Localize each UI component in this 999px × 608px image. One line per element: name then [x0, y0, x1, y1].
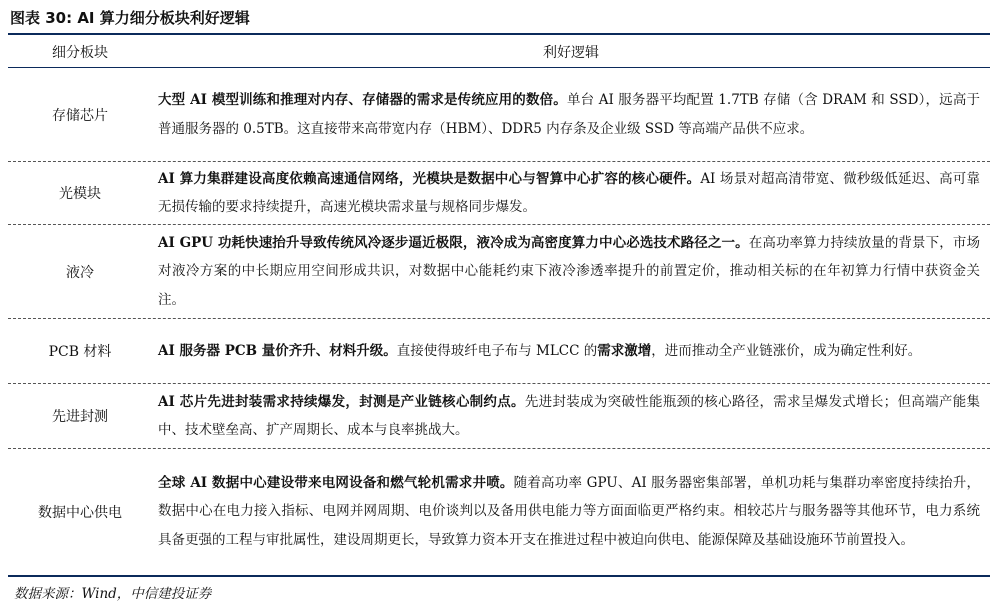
row-logic — [152, 384, 990, 448]
row-category: 液冷 — [66, 264, 94, 281]
row-logic-bold: AI 芯片先进封装需求持续爆发，封测是产业链核心制约点。 — [158, 393, 525, 410]
row-logic-body: 先进封装成为突破性能瓶颈的核心路径，需求呈爆发式增长；但高端产能集中、技术壁垒高、扩产周期长、成本与良率挑战大。 — [158, 393, 980, 438]
table-row — [8, 68, 990, 161]
table-row — [8, 319, 990, 383]
row-category: 先进封测 — [52, 409, 108, 425]
row-category: 光模块 — [59, 186, 101, 202]
table-header — [8, 36, 990, 67]
row-logic — [152, 449, 990, 574]
table-row — [8, 225, 990, 318]
row-logic-body: AI 场景对超高清带宽、微秒级低延迟、高可靠无损传输的要求持续提升，高速光模块需求量与规格同步爆发。 — [158, 170, 980, 215]
row-logic-text — [158, 337, 921, 365]
table-row — [8, 162, 990, 224]
row-category: 存储芯片 — [52, 107, 108, 124]
table-row — [8, 449, 990, 574]
row-logic-body: 在高功率算力持续放量的背景下，市场对液冷方案的中长期应用空间形成共识，对数据中心能耗约束下液冷渗透率提升的前置定价，推动相关标的在年初算力行情中获资金关注。 — [158, 234, 980, 308]
row-logic — [152, 162, 990, 224]
row-category: PCB 材料 — [48, 344, 112, 360]
row-logic-body: 随着高功率 GPU、AI 服务器密集部署，单机功耗与集群功率密度持续抬升，数据中心在电力接入指标、电网并网周期、电价谈判以及备用供电能力等方面面临更严格约束。相较芯片与服务器等其他环节，电力系统具备更强的工程与审批属性，建设周期更长，导致算力资本开支在推进过程中被迫向供电、能源保障及基础设施环节前置投入。 — [158, 474, 980, 548]
row-logic-body: 单台 AI 服务器平均配置 1.7TB 存储（含 DRAM 和 SSD），远高于普通服务器的 0.5TB。这直接带来高带宽内存（HBM）、DDR5 内存条及企业级 SSD 等高端产品供不应求。 — [158, 92, 980, 137]
row-logic-bold-inline: 需求激增 — [597, 342, 652, 359]
row-logic-bold: AI GPU 功耗快速抬升导致传统风冷逐步逼近极限，液冷成为高密度算力中心必选技术路径之一。 — [158, 234, 749, 251]
row-logic-text — [158, 86, 980, 143]
row-logic — [152, 319, 990, 383]
row-logic-bold: AI 服务器 PCB 量价齐升、材料升级。 — [158, 342, 397, 359]
page-title: 图表 30: AI 算力细分板块利好逻辑 — [10, 9, 250, 27]
row-logic-body: 直接使得玻纤电子布与 MLCC 的 — [396, 342, 598, 359]
header-segment: 细分板块 — [52, 44, 108, 61]
row-logic-bold: 全球 AI 数据中心建设带来电网设备和燃气轮机需求井喷。 — [158, 474, 514, 491]
row-logic — [152, 225, 990, 318]
row-logic-text — [158, 388, 980, 445]
table-row — [8, 384, 990, 448]
row-logic-body-tail: ，进而推动全产业链涨价，成为确定性利好。 — [651, 342, 922, 359]
row-logic-text — [158, 165, 980, 222]
source-note: 数据来源：Wind，中信建投证券 — [14, 586, 212, 602]
table-bottom-rule — [8, 575, 990, 577]
row-logic-text — [158, 469, 980, 554]
row-logic — [152, 68, 990, 161]
header-logic: 利好逻辑 — [543, 44, 599, 61]
row-logic-text — [158, 229, 980, 314]
row-logic-bold: 大型 AI 模型训练和推理对内存、存储器的需求是传统应用的数倍。 — [158, 92, 567, 109]
row-category: 数据中心供电 — [38, 504, 122, 521]
row-logic-bold: AI 算力集群建设高度依赖高速通信网络，光模块是数据中心与智算中心扩容的核心硬件。 — [158, 170, 701, 187]
table-top-rule — [8, 33, 990, 35]
